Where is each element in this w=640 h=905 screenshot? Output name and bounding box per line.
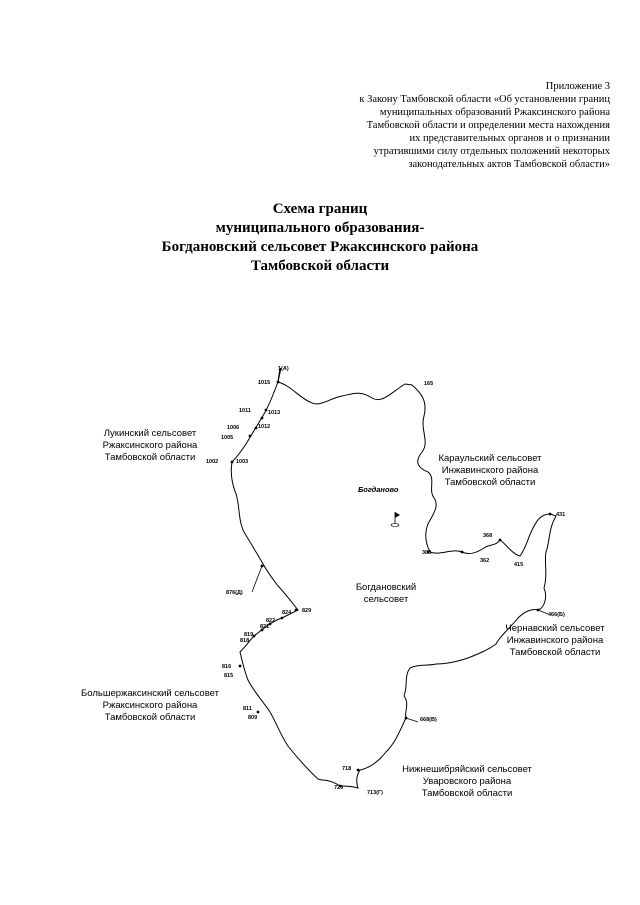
point-label: 713(Г) [367, 790, 383, 796]
point-label: 1006 [227, 425, 240, 431]
neighbor-label: Уваровского района [422, 776, 512, 787]
point-label: 816 [222, 664, 232, 670]
boundary-spur [406, 718, 418, 722]
boundary-point [537, 609, 540, 612]
point-label: 819 [244, 632, 254, 638]
title-line: Богдановский сельсовет Ржаксинского района [161, 239, 479, 255]
neighbor-label: Инжавинского района [441, 465, 539, 476]
neighbor-label: Большержаксинский сельсовет [81, 688, 219, 699]
appendix-line: утратившими силу отдельных положений некоторых [373, 146, 610, 157]
neighbor-bolsherzhaksinsky [81, 688, 220, 723]
neighbor-nizhneshibryaysky [402, 764, 532, 799]
settlement-marker-icon [391, 512, 400, 527]
point-label: 362 [480, 558, 490, 564]
point-label: 303 [422, 550, 432, 556]
boundary-point [277, 381, 280, 384]
point-label: 415 [514, 562, 524, 568]
boundary-point [295, 609, 298, 612]
neighbor-label: Тамбовской области [104, 712, 196, 723]
point-label: 1003 [236, 459, 249, 465]
title-line: Тамбовской области [250, 258, 390, 274]
neighbor-label: Ржаксинского района [102, 440, 198, 451]
municipal-boundary [231, 368, 556, 788]
point-label: 815 [224, 673, 234, 679]
boundary-point [261, 565, 264, 568]
neighbor-label: Тамбовской области [444, 477, 536, 488]
appendix-line: их представительных органов и о признании [409, 133, 610, 144]
appendix-line: законодательных актов Тамбовской области» [408, 159, 610, 170]
neighbor-label: Инжавинского района [506, 635, 604, 646]
appendix-line: муниципальных образований Ржаксинского района [379, 107, 610, 118]
neighbor-chernavsky [505, 623, 605, 658]
point-label: 1005 [221, 435, 234, 441]
boundary-point [405, 717, 408, 720]
point-label: 822 [266, 618, 276, 624]
point-label: 1011 [239, 408, 251, 414]
point-label: 876(Д) [226, 590, 243, 596]
appendix-line: Тамбовской области и определении места нахождения [366, 120, 610, 131]
boundary-spur [538, 610, 548, 614]
neighbor-karaulsky [438, 453, 542, 488]
point-label: 1002 [206, 459, 219, 465]
appendix-line: к Закону Тамбовской области «Об установлении границ [359, 94, 610, 105]
point-label: 809 [248, 715, 258, 721]
point-label: 668(В) [420, 717, 437, 723]
neighbor-label: Нижнешибряйский сельсовет [402, 764, 532, 775]
neighbor-label: Ржаксинского района [102, 700, 198, 711]
central-area-label: сельсовет [363, 594, 409, 605]
point-label: 1013 [268, 410, 281, 416]
point-label: 829 [302, 608, 312, 614]
boundary-point [257, 711, 260, 714]
title-line: Схема границ [272, 201, 368, 217]
neighbor-label: Тамбовской области [104, 452, 196, 463]
boundary-point [265, 409, 268, 412]
neighbor-lukinsky [103, 428, 198, 463]
point-label: 821 [260, 624, 270, 630]
point-label: 718 [342, 766, 352, 772]
appendix-line: Приложение 3 [545, 81, 610, 92]
boundary-point [499, 539, 502, 542]
neighbor-label: Тамбовской области [509, 647, 601, 658]
boundary-point [357, 769, 360, 772]
boundary-point [549, 513, 552, 516]
title-line: муниципального образования- [215, 220, 425, 236]
boundary-point [261, 417, 264, 420]
point-label: 811 [243, 706, 252, 712]
neighbor-label: Караульский сельсовет [438, 453, 542, 464]
settlement-label: Богданово [358, 485, 399, 494]
point-label: 466(Б) [548, 612, 565, 618]
point-label: 818 [240, 638, 250, 644]
boundary-point [249, 435, 252, 438]
point-label: 1(А) [278, 366, 289, 372]
point-label: 431 [556, 512, 566, 518]
point-label: 1012 [258, 424, 271, 430]
point-label: 824 [282, 610, 292, 616]
boundary-point [461, 551, 464, 554]
point-label: 1015 [258, 380, 271, 386]
neighbor-label: Чернавский сельсовет [505, 623, 605, 634]
boundary-point [239, 665, 242, 668]
neighbor-label: Лукинский сельсовет [103, 428, 197, 439]
boundary-point [281, 617, 284, 620]
boundary-point [255, 427, 258, 430]
point-label: 368 [483, 533, 493, 539]
central-area-label: Богдановский [355, 582, 417, 593]
boundary-point [231, 461, 234, 464]
point-label: 165 [424, 381, 434, 387]
boundary-spur [252, 566, 262, 592]
point-label: 726 [334, 785, 344, 791]
neighbor-label: Тамбовской области [421, 788, 513, 799]
